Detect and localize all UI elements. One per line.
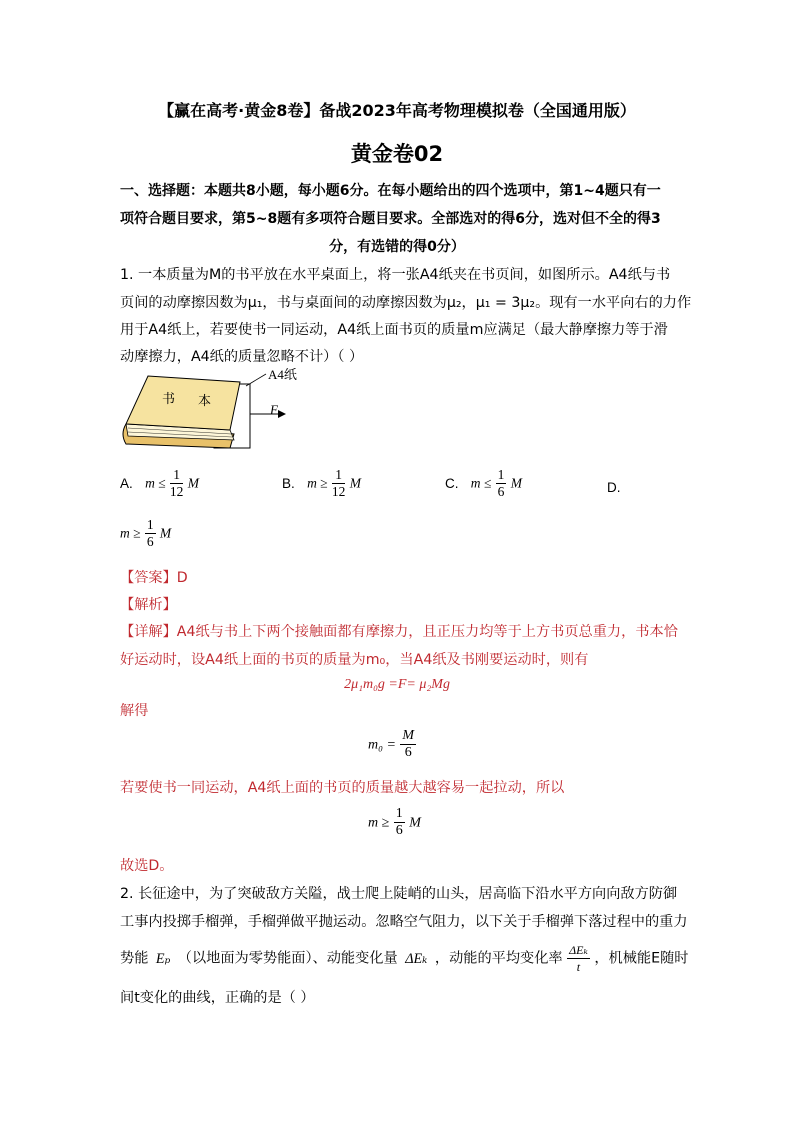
q1-text-line4: 动摩擦力，A4纸的质量忽略不计）（ ） bbox=[120, 349, 364, 365]
paper-subtitle: 黄金卷02 bbox=[350, 142, 444, 166]
option-a-relation: m ≤ bbox=[145, 475, 166, 491]
book-label-2: 本 bbox=[198, 393, 212, 408]
option-c-fraction: $\frac{1}{6}$ bbox=[497, 467, 505, 499]
q2-text-3c: （以地面为零势能面）、动能变化量 bbox=[177, 950, 398, 967]
potential-energy-symbol: Eₚ bbox=[155, 950, 171, 967]
equation-3 bbox=[368, 806, 421, 839]
option-d-relation: m ≥ bbox=[120, 525, 141, 541]
q2-text-line4: 间t变化的曲线，正确的是（ ） bbox=[120, 990, 315, 1006]
section-instructions-line3: 分，有选错的得0分） bbox=[329, 239, 465, 255]
equation-3-variable: M bbox=[409, 815, 421, 831]
option-c-relation: m ≤ bbox=[470, 475, 492, 491]
q1-option-c[interactable] bbox=[445, 467, 522, 500]
q1-option-b[interactable] bbox=[282, 467, 361, 500]
option-d-variable: M bbox=[159, 525, 172, 541]
force-label: F bbox=[270, 402, 278, 417]
detail-line2: 好运动时，设A4纸上面的书页的质量为m₀，当A4纸及书刚要运动时，则有 bbox=[120, 652, 589, 668]
q2-text-3a: 势能 bbox=[120, 950, 149, 967]
equation-3-left: m ≥ bbox=[368, 815, 390, 831]
equation-2-left: m₀ = bbox=[368, 737, 396, 753]
q1-text-line3: 用于A4纸上，若要使书一同运动，A4纸上面书页的质量m应满足（最大静摩擦力等于滑 bbox=[120, 322, 668, 338]
q1-text-line2: 页间的动摩擦因数为μ₁，书与桌面间的动摩擦因数为μ₂，μ₁ = 3μ₂。现有一水平向右的力作 bbox=[120, 295, 692, 311]
option-b-label: B. bbox=[282, 475, 295, 491]
equation-3-fraction: $\frac{1}{6}$ bbox=[395, 806, 403, 838]
book-figure bbox=[118, 368, 328, 458]
section-instructions-line2: 项符合题目要求，第5~8题有多项符合题目要求。全部选对的得6分，选对但不全的得3 bbox=[120, 211, 661, 227]
option-a-fraction: $\frac{1}{12}$ bbox=[169, 467, 184, 499]
section-instructions-line1: 一、选择题：本题共8小题，每小题6分。在每小题给出的四个选项中，第1~4题只有一 bbox=[120, 183, 661, 199]
q2-text-line3 bbox=[120, 942, 688, 975]
book-cover bbox=[126, 376, 240, 430]
answer-value: D bbox=[176, 570, 188, 586]
answer-label: 【答案】 bbox=[120, 570, 177, 586]
solve-label: 解得 bbox=[120, 703, 149, 719]
option-d-fraction: $\frac{1}{6}$ bbox=[146, 517, 154, 549]
option-c-label: C. bbox=[445, 475, 459, 491]
option-c-variable: M bbox=[510, 475, 522, 491]
option-b-variable: M bbox=[349, 475, 361, 491]
average-rate-fraction: $\frac{\text{ΔEₖ}}{t}$ bbox=[569, 943, 588, 974]
q2-text-3e: ，动能的平均变化率 bbox=[434, 950, 563, 967]
document-title: 【赢在高考·黄金8卷】备战2023年高考物理模拟卷（全国通用版） bbox=[158, 101, 636, 120]
option-a-variable: M bbox=[187, 475, 199, 491]
equation-2 bbox=[368, 728, 416, 761]
detail-text-1: A4纸与书上下两个接触面都有摩擦力，且正压力均等于上方书页总重力，书本恰 bbox=[176, 624, 678, 640]
option-b-relation: m ≥ bbox=[307, 475, 328, 491]
option-a-label: A. bbox=[120, 475, 133, 491]
conclusion: 故选D。 bbox=[120, 858, 174, 874]
analysis-label: 【解析】 bbox=[120, 597, 177, 613]
answer-line bbox=[120, 567, 188, 587]
q1-option-d-label[interactable] bbox=[607, 480, 629, 496]
q2-text-line1: 2. 长征途中，为了突破敌方关隘，战士爬上陡峭的山头，居高临下沿水平方向向敌方防御 bbox=[120, 886, 678, 902]
q1-option-d[interactable] bbox=[120, 517, 171, 550]
option-d-label: D. bbox=[607, 480, 621, 495]
book-label-1: 书 bbox=[162, 391, 176, 406]
detail-label: 【详解】 bbox=[120, 624, 177, 640]
q2-text-line2: 工事内投掷手榴弹，手榴弹做平抛运动。忽略空气阻力，以下关于手榴弹下落过程中的重力 bbox=[120, 914, 688, 930]
q2-text-3g: ，机械能E随时 bbox=[594, 950, 689, 967]
detail-line3: 若要使书一同运动，A4纸上面的书页的质量越大越容易一起拉动，所以 bbox=[120, 780, 565, 796]
equation-1: 2μ₁m₀g =F= μ₂Mg bbox=[344, 677, 450, 692]
detail-line1 bbox=[120, 621, 678, 641]
equation-2-fraction: $\frac{M}{6}$ bbox=[402, 728, 415, 760]
kinetic-energy-change-symbol: ΔEₖ bbox=[405, 950, 428, 967]
q1-text-line1: 1. 一本质量为M的书平放在水平桌面上，将一张A4纸夹在书页间，如图所示。A4纸与书 bbox=[120, 267, 671, 283]
option-b-fraction: $\frac{1}{12}$ bbox=[331, 467, 346, 499]
a4-paper-label: A4纸 bbox=[268, 367, 297, 382]
q1-option-a[interactable] bbox=[120, 467, 199, 500]
